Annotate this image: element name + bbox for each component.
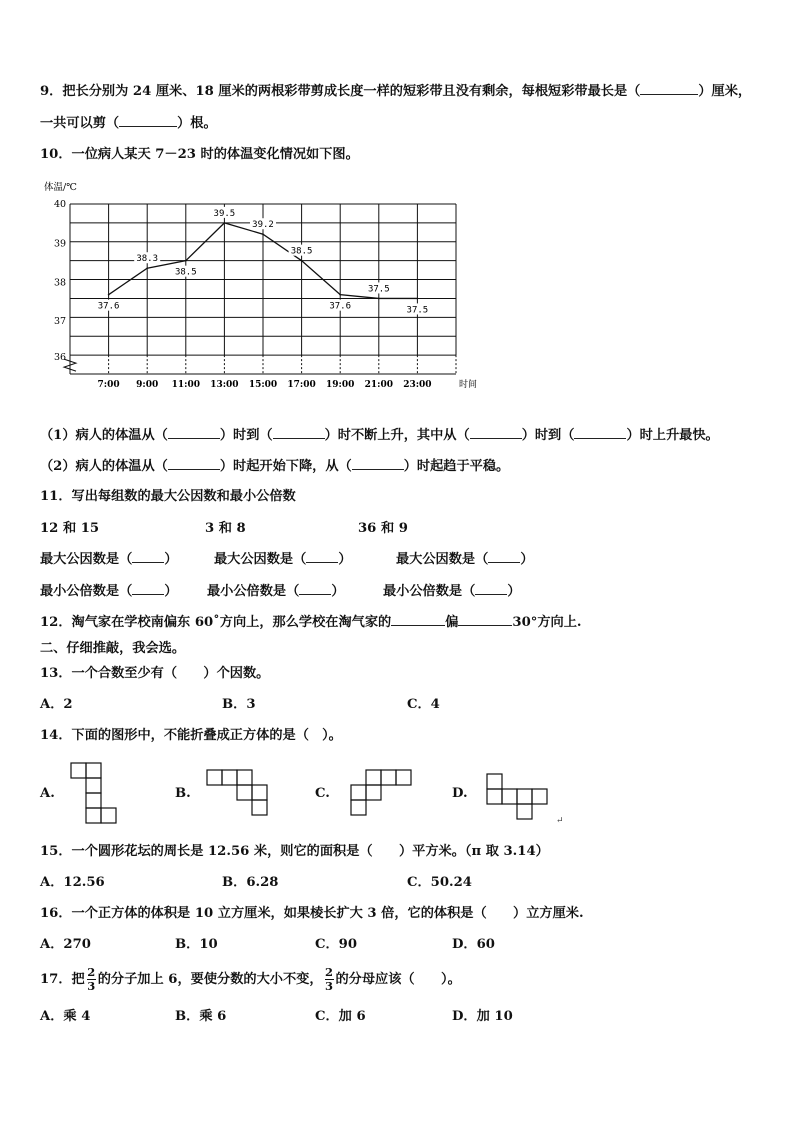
x-tick-label: 7:00 <box>97 380 120 390</box>
chart-svg <box>40 178 480 413</box>
x-tick-label: 9:00 <box>136 380 159 390</box>
q11-gcd-2-blank <box>306 550 338 563</box>
q11-gcd-2 <box>214 550 352 569</box>
q11-gcd-3-blank <box>488 550 520 563</box>
q12-text-a: 12．淘气家在学校南偏东 60˚方向上，那么学校在淘气家的 <box>40 615 392 630</box>
q11-lcm-3-close: ） <box>507 584 521 599</box>
x-tick-label: 13:00 <box>210 380 239 390</box>
q11-lcm-2-blank <box>299 582 331 595</box>
temperature-line-chart <box>40 178 480 417</box>
q16-option-a: A．270 <box>40 937 91 952</box>
q13-option-c: C．4 <box>407 697 440 712</box>
net-b-svg <box>206 769 270 817</box>
data-label: 38.3 <box>136 254 159 265</box>
q11-lcm-1-blank <box>132 582 164 595</box>
y-axis-label: 体温/℃ <box>44 182 77 193</box>
q14-net-d <box>486 773 550 821</box>
q17-option-c: C．加 6 <box>315 1009 366 1024</box>
q10-blank5 <box>168 457 220 470</box>
q16-option-b: B．10 <box>175 937 218 952</box>
q9-text1: 9．把长分别为 24 厘米、18 厘米的两根彩带剪成长度一样的短彩带且没有剩余，每根短彩带最长是（ <box>40 84 641 99</box>
x-tick-label: 15:00 <box>248 380 278 390</box>
return-mark-icon: ↵ <box>556 816 564 826</box>
y-tick-label: 36 <box>54 352 67 363</box>
q17-text-c: 的分母应该（ ）。 <box>335 972 461 987</box>
y-tick-label: 37 <box>54 316 67 328</box>
q12-blank1 <box>391 613 445 626</box>
q11-lcm-1 <box>40 582 178 601</box>
data-point <box>185 260 187 262</box>
q11-lcm-3 <box>383 582 521 601</box>
q12-text-b: 偏 <box>445 615 459 630</box>
q10-sub1-d: ）时到（ <box>521 428 575 443</box>
q10-sub1-a: （1）病人的体温从（ <box>40 428 168 443</box>
q13-option-a: A．2 <box>40 697 73 712</box>
data-label: 39.5 <box>213 208 236 219</box>
q10-sub1 <box>40 426 719 445</box>
q10-sub1-c: ）时不断上升，其中从（ <box>324 428 470 443</box>
data-label: 37.6 <box>97 301 120 312</box>
q14-stem: 14．下面的图形中，不能折叠成正方体的是（ ）。 <box>40 728 342 743</box>
net-d-svg <box>486 773 550 821</box>
q10-sub1-e: ）时上升最快。 <box>626 428 719 443</box>
q17-frac1-num: 2 <box>87 965 96 979</box>
q10-blank6 <box>352 457 404 470</box>
data-point <box>339 294 341 296</box>
q17-text-a: 17．把 <box>40 972 85 987</box>
q13-option-b: B．3 <box>222 697 256 712</box>
q14-net-b <box>206 769 270 817</box>
q15-option-b: B．6.28 <box>222 875 279 890</box>
q14-option-c-label: C. <box>315 786 330 801</box>
q14-option-a-label: A. <box>40 786 55 801</box>
data-label: 38.5 <box>290 246 313 257</box>
x-axis-label: 时间 <box>458 380 478 390</box>
q10-blank2 <box>273 426 325 439</box>
q17-stem <box>40 962 461 998</box>
q11-gcd-1 <box>40 550 178 569</box>
q11-gcd-1-blank <box>132 550 164 563</box>
q11-stem: 11．写出每组数的最大公因数和最小公倍数 <box>40 489 296 504</box>
q15-option-c: C．50.24 <box>407 875 472 890</box>
q14-net-a <box>70 762 120 824</box>
y-tick-label: 40 <box>54 199 67 210</box>
q11-lcm-1-close: ） <box>164 584 178 599</box>
q11-group-3: 36 和 9 <box>358 521 408 536</box>
q9-blank2 <box>119 114 177 127</box>
q11-lcm-2-label: 最小公倍数是（ <box>207 584 300 599</box>
q17-option-b: B．乘 6 <box>175 1009 227 1024</box>
q11-gcd-2-label: 最大公因数是（ <box>214 552 307 567</box>
q12-line <box>40 613 582 632</box>
x-tick-label: 11:00 <box>171 380 200 390</box>
data-point <box>146 267 148 269</box>
q12-blank2 <box>458 613 512 626</box>
q9-blank1 <box>640 82 698 95</box>
q17-option-a: A．乘 4 <box>40 1009 91 1024</box>
q17-fraction-1 <box>87 966 96 993</box>
q11-gcd-3 <box>396 550 534 569</box>
q10-sub2-b: ）时起开始下降，从（ <box>219 459 352 474</box>
q17-text-b: 的分子加上 6，要使分数的大小不变， <box>97 972 323 987</box>
data-point <box>301 260 303 262</box>
q10-sub2-a: （2）病人的体温从（ <box>40 459 168 474</box>
q10-blank3 <box>470 426 522 439</box>
data-label: 38.5 <box>174 267 197 278</box>
data-label: 37.6 <box>329 301 352 312</box>
net-a-svg <box>70 762 120 824</box>
data-point <box>262 233 264 235</box>
q9-text1-end: ）厘米， <box>698 84 752 99</box>
q14-option-d-label: D. <box>452 786 468 801</box>
q9-text2: 一共可以剪（ <box>40 116 120 131</box>
x-tick-label: 21:00 <box>364 380 393 390</box>
x-tick-label: 17:00 <box>287 380 316 390</box>
q10-blank4 <box>574 426 626 439</box>
q14-net-c <box>350 769 414 817</box>
q10-sub1-b: ）时到（ <box>219 428 273 443</box>
data-label: 37.5 <box>406 305 429 316</box>
q12-text-c: 30°方向上. <box>512 615 582 630</box>
data-label: 39.2 <box>252 220 274 231</box>
q11-lcm-2 <box>207 582 345 601</box>
q11-gcd-2-close: ） <box>338 552 352 567</box>
q15-option-a: A．12.56 <box>40 875 105 890</box>
q15-stem: 15．一个圆形花坛的周长是 12.56 米，则它的面积是（ ）平方米。（π 取 3.14） <box>40 844 549 859</box>
data-label: 37.5 <box>367 284 390 295</box>
q16-option-d: D．60 <box>452 937 495 952</box>
data-point <box>417 298 419 300</box>
section2-heading: 二、仔细推敲，我会选。 <box>40 641 186 656</box>
q11-gcd-1-label: 最大公因数是（ <box>40 552 133 567</box>
q10-blank1 <box>168 426 220 439</box>
x-tick-label: 19:00 <box>326 380 355 390</box>
q17-frac1-den: 3 <box>87 979 96 993</box>
q11-lcm-2-close: ） <box>331 584 345 599</box>
q17-frac2-den: 3 <box>324 979 333 993</box>
x-tick-label: 23:00 <box>403 380 432 390</box>
q10-stem: 10．一位病人某天 7－23 时的体温变化情况如下图。 <box>40 147 359 162</box>
q11-gcd-1-close: ） <box>164 552 178 567</box>
q16-stem: 16．一个正方体的体积是 10 立方厘米，如果棱长扩大 3 倍，它的体积是（ ）立方厘米. <box>40 906 584 921</box>
q9-text2-end: ）根。 <box>177 116 217 131</box>
y-tick-label: 38 <box>54 277 67 289</box>
data-point <box>224 222 226 224</box>
q17-fraction-2 <box>325 966 334 993</box>
q10-sub2-c: ）时起趋于平稳。 <box>403 459 510 474</box>
q11-lcm-3-label: 最小公倍数是（ <box>383 584 476 599</box>
q11-group-2: 3 和 8 <box>205 521 246 536</box>
q11-group-1: 12 和 15 <box>40 521 100 536</box>
q9-line2 <box>40 114 217 133</box>
q14-option-b-label: B. <box>175 786 191 801</box>
y-tick-label: 39 <box>54 238 67 250</box>
q11-lcm-1-label: 最小公倍数是（ <box>40 584 133 599</box>
q17-frac2-num: 2 <box>324 965 333 979</box>
q17-option-d: D．加 10 <box>452 1009 513 1024</box>
q13-stem: 13．一个合数至少有（ ）个因数。 <box>40 666 270 681</box>
q9-line1 <box>40 82 751 101</box>
net-c-svg <box>350 769 414 817</box>
q11-gcd-3-label: 最大公因数是（ <box>396 552 489 567</box>
q11-lcm-3-blank <box>475 582 507 595</box>
q11-gcd-3-close: ） <box>520 552 534 567</box>
q10-sub2 <box>40 457 509 476</box>
data-point <box>108 294 110 296</box>
q16-option-c: C．90 <box>315 937 358 952</box>
data-point <box>378 298 380 300</box>
